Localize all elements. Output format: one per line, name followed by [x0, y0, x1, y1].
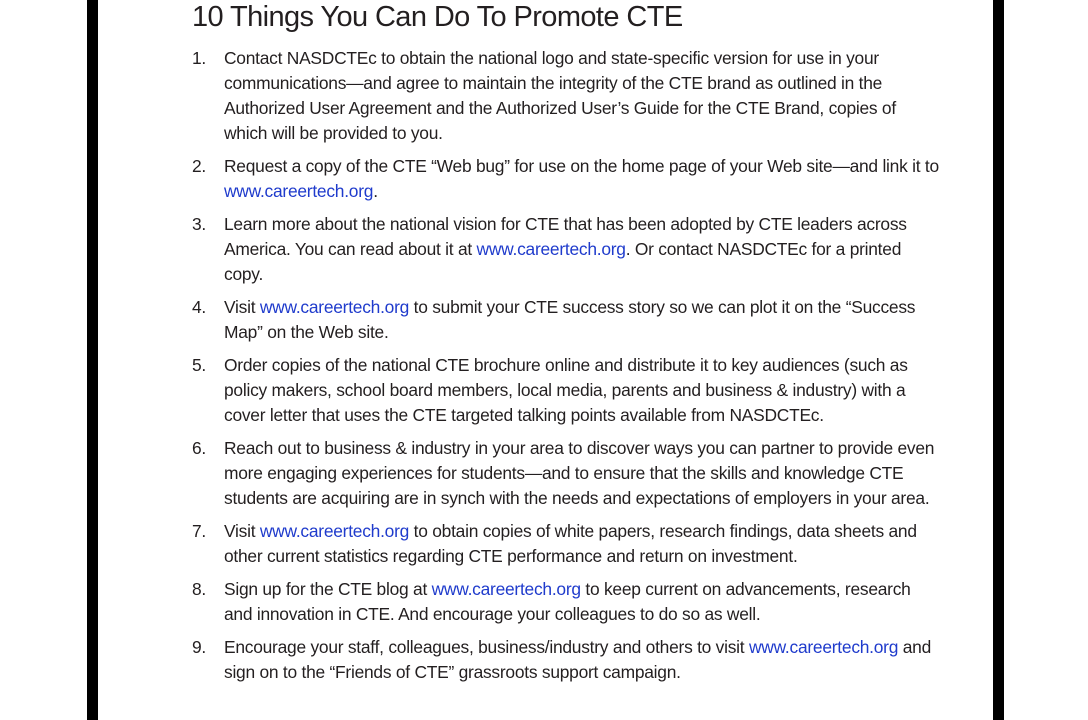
left-border-bar [87, 0, 98, 720]
item-text-after: to keep current on advancements, research and innovation in CTE. And encourage your colleagues to do so as well. [224, 579, 911, 624]
item-text: Reach out to business & industry in your area to discover ways you can partner to provide even more engaging experiences for students—and to ensure that the skills and knowledge CTE students are acquiring are in synch with the needs and expectations of employers in your area. [224, 438, 935, 508]
careertech-link[interactable]: www.careertech.org [476, 239, 626, 259]
item-number: 3. [192, 214, 207, 234]
item-number: 8. [192, 579, 207, 599]
careertech-link[interactable]: www.careertech.org [259, 297, 410, 317]
item-text-before: Sign up for the CTE blog at [224, 579, 432, 599]
item-number: 2. [192, 156, 207, 176]
item-text-after: . Or contact NASDCTEc for a printed copy. [224, 239, 902, 284]
promotion-list [192, 46, 942, 685]
careertech-link[interactable]: www.careertech.org [224, 181, 374, 201]
list-item-3 [192, 212, 942, 287]
careertech-link[interactable]: www.careertech.org [259, 521, 410, 541]
item-number: 9. [192, 637, 207, 657]
list-item-2 [192, 154, 942, 204]
document-body [192, 0, 942, 693]
item-text: Contact NASDCTEc to obtain the national logo and state-specific version for use in your communications—and agree to maintain the integrity of the CTE brand as outlined in the Authorized User Agreement and the Authorized User’s Guide for the CTE Brand, copies of which will be provided to you. [224, 48, 896, 143]
list-item-6 [192, 436, 942, 511]
item-number: 4. [192, 297, 207, 317]
item-text-before: Learn more about the national vision for CTE that has been adopted by CTE leaders across America. You can read about it at [224, 214, 907, 259]
page-title: 10 Things You Can Do To Promote CTE [192, 1, 683, 33]
list-item-5 [192, 353, 942, 428]
list-item-4 [192, 295, 942, 345]
list-item-9 [192, 635, 942, 685]
item-text-after: . [373, 181, 378, 201]
item-number: 7. [192, 521, 207, 541]
right-border-bar [993, 0, 1004, 720]
item-number: 6. [192, 438, 207, 458]
item-text-after: to obtain copies of white papers, research findings, data sheets and other current statistics regarding CTE performance and return on investment. [224, 521, 917, 566]
item-text-after: to submit your CTE success story so we can plot it on the “Success Map” on the Web site. [224, 297, 916, 342]
item-text-before: Encourage your staff, colleagues, business/industry and others to visit [224, 637, 749, 657]
item-text-before: Request a copy of the CTE “Web bug” for use on the home page of your Web site—and link it to [224, 156, 939, 176]
careertech-link[interactable]: www.careertech.org [748, 637, 899, 657]
item-text-before: Visit [224, 521, 260, 541]
list-item-1 [192, 46, 942, 146]
careertech-link[interactable]: www.careertech.org [431, 579, 581, 599]
item-text-before: Visit [224, 297, 260, 317]
list-item-8 [192, 577, 942, 627]
item-number: 5. [192, 355, 207, 375]
item-text: Order copies of the national CTE brochure online and distribute it to key audiences (such as policy makers, school board members, local media, parents and business & industry) with a cover letter that uses the CTE targeted talking points available from NASDCTEc. [224, 355, 908, 425]
item-number: 1. [192, 48, 207, 68]
item-text-after: and sign on to the “Friends of CTE” grassroots support campaign. [224, 637, 932, 682]
list-item-7 [192, 519, 942, 569]
